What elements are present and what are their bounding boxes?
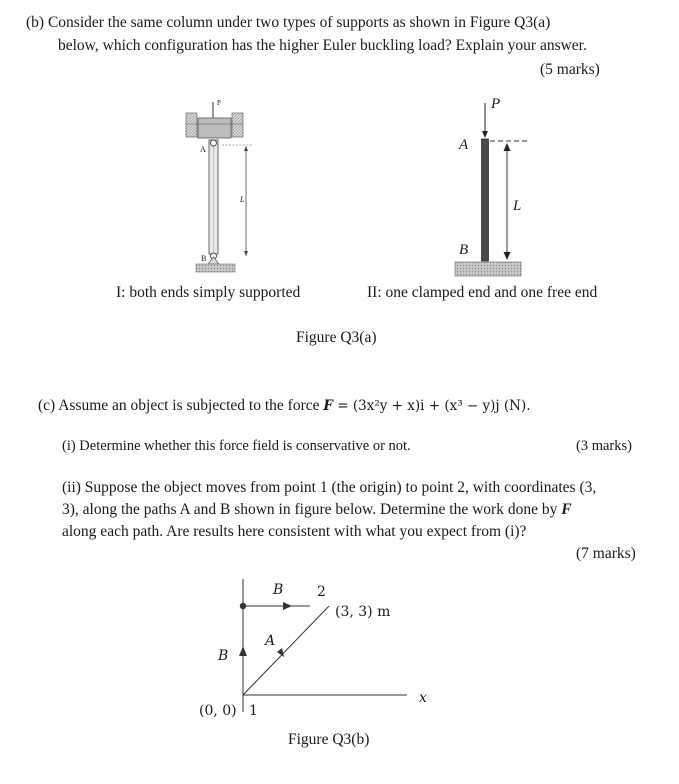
path-a-label: A — [265, 633, 276, 649]
question-i-marks: (3 marks) — [576, 438, 632, 454]
point-2-label: 2 — [317, 584, 326, 600]
path-b-left-label: B — [218, 648, 229, 664]
column-i-load-label: P — [217, 99, 221, 107]
force-expression: = (3x²y + x)i + (x³ − y)j (N). — [332, 398, 531, 414]
question-ii-line-1: (ii) Suppose the object moves from point 1 (the origin) to point 2, with coordinates (3, — [62, 479, 597, 496]
column-i-length-label: L — [240, 195, 245, 204]
x-axis-label: x — [419, 690, 427, 706]
column-ii-point-a-label: A — [459, 137, 469, 153]
point-1-label: 1 — [249, 703, 258, 719]
question-ii-line-2-text: 3), along the paths A and B shown in figure below. Determine the work done by — [62, 501, 562, 518]
column-ii-length-label: L — [513, 198, 522, 214]
column-i-point-a-label: A — [200, 145, 206, 154]
path-b-top-label: B — [273, 582, 284, 598]
question-i-text: (i) Determine whether this force field is conservative or not. — [62, 438, 411, 454]
caption-config-ii: II: one clamped end and one free end — [367, 284, 598, 301]
part-c-intro-prefix: (c) Assume an object is subjected to the force — [38, 397, 324, 414]
part-b-marks: (5 marks) — [540, 61, 600, 78]
force-symbol: F — [323, 398, 333, 414]
origin-label: (0, 0) — [199, 703, 237, 719]
caption-config-i: I: both ends simply supported — [116, 284, 301, 301]
figure-q3a-caption: Figure Q3(a) — [296, 329, 377, 346]
force-symbol-2: F — [561, 501, 572, 518]
column-ii-point-b-label: B — [459, 242, 469, 258]
question-ii-line-3: along each path. Are results here consistent with what you expect from (i)? — [62, 523, 527, 540]
column-i-point-b-label: B — [201, 254, 207, 263]
figure-q3b-caption: Figure Q3(b) — [288, 731, 370, 748]
part-b-line-2: below, which configuration has the higher Euler buckling load? Explain your answer. — [58, 37, 587, 54]
part-b-line-1: (b) Consider the same column under two types of supports as shown in Figure Q3(a) — [26, 14, 551, 31]
point-2-coordinates: (3, 3) m — [335, 604, 391, 620]
column-ii-load-label: P — [491, 96, 501, 112]
question-ii-marks: (7 marks) — [576, 545, 636, 562]
